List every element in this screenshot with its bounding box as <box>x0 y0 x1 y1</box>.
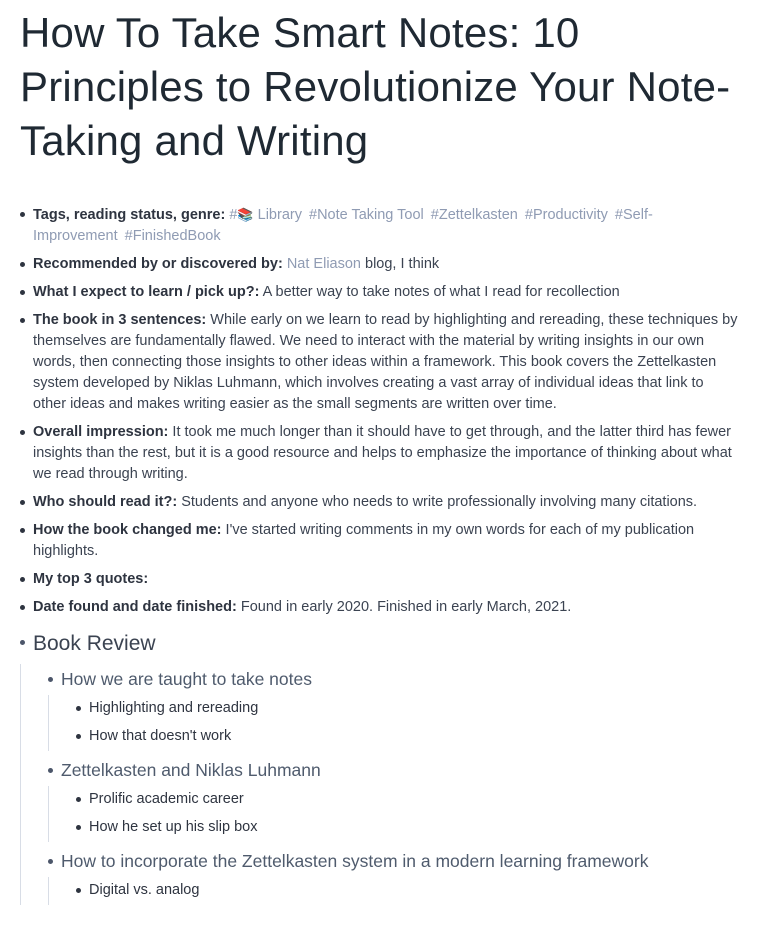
meta-recommended-label: Recommended by or discovered by: <box>33 256 283 272</box>
meta-expect-label: What I expect to learn / pick up?: <box>33 284 260 300</box>
meta-summary <box>20 310 740 415</box>
tag-library-label: Library <box>257 207 302 223</box>
nat-eliason-link[interactable]: Nat Eliason <box>286 256 361 272</box>
tag-self-improvement[interactable]: #Self-Improvement <box>33 207 653 244</box>
tag-library[interactable] <box>229 207 302 223</box>
meta-expect-text: A better way to take notes of what I read for recollection <box>262 284 620 300</box>
meta-recommended <box>20 254 740 275</box>
meta-who-label: Who should read it?: <box>33 494 178 510</box>
tag-hash: # <box>229 207 238 223</box>
meta-changed <box>20 520 740 562</box>
section-block[interactable] <box>48 846 740 877</box>
section-block[interactable] <box>48 664 740 695</box>
list-item[interactable]: Highlighting and rereading <box>76 695 740 723</box>
section-children <box>48 695 740 751</box>
section-block[interactable] <box>48 755 740 786</box>
meta-impression <box>20 422 740 485</box>
section-children <box>48 786 740 842</box>
book-review-block[interactable] <box>20 628 740 660</box>
meta-who <box>20 492 740 513</box>
page-title: How To Take Smart Notes: 10 Principles to Revolutionize Your Note-Taking and Writing <box>20 9 731 164</box>
book-review-outline <box>20 628 740 905</box>
tag-note-taking-tool[interactable]: #Note Taking Tool <box>309 207 424 223</box>
section-heading: Zettelkasten and Niklas Luhmann <box>61 760 321 780</box>
meta-who-text: Students and anyone who needs to write professionally involving many citations. <box>181 494 698 510</box>
book-review-children <box>20 664 740 905</box>
list-item[interactable]: Prolific academic career <box>76 786 740 814</box>
meta-changed-label: How the book changed me: <box>33 522 222 538</box>
meta-impression-text: It took me much longer than it should have to get through, and the latter third has fewer insights than the rest, but it is a good resource and helps to emphasize the importance of thinking about what we read through writing. <box>33 424 732 482</box>
meta-quotes-label: My top 3 quotes: <box>33 571 149 587</box>
section-heading: How we are taught to take notes <box>61 669 312 689</box>
tag-zettelkasten[interactable]: #Zettelkasten <box>430 207 518 223</box>
note-page <box>20 6 740 905</box>
list-item[interactable]: How that doesn't work <box>76 723 740 751</box>
meta-summary-label: The book in 3 sentences: <box>33 312 207 328</box>
tag-finished-book[interactable]: #FinishedBook <box>124 228 221 244</box>
section-heading: How to incorporate the Zettelkasten system in a modern learning framework <box>61 851 649 871</box>
tag-productivity[interactable]: #Productivity <box>524 207 608 223</box>
books-emoji-icon: 📚 <box>237 207 254 222</box>
meta-dates-text: Found in early 2020. Finished in early March, 2021. <box>240 599 572 615</box>
meta-quotes <box>20 569 740 590</box>
meta-impression-label: Overall impression: <box>33 424 169 440</box>
meta-tags-label: Tags, reading status, genre: <box>33 207 226 223</box>
book-metadata-list <box>20 204 740 618</box>
meta-dates-label: Date found and date finished: <box>33 599 237 615</box>
meta-recommended-text: blog, I think <box>365 256 440 272</box>
section-children <box>48 877 740 905</box>
meta-tags <box>20 204 740 247</box>
book-review-heading: Book Review <box>33 632 156 655</box>
meta-expect <box>20 282 740 303</box>
list-item[interactable]: How he set up his slip box <box>76 814 740 842</box>
meta-summary-text: While early on we learn to read by highlighting and rereading, these techniques by themselves are fundamentally flawed. We need to interact with the material by writing insights in our own words, then connecting those insights to other ideas within a framework. This book covers the Zettelkasten system developed by Niklas Luhmann, which involves creating a vast array of individual ideas that link to other ideas and makes writing easier as the small segments are written over time. <box>33 312 738 412</box>
meta-dates <box>20 597 740 618</box>
list-item[interactable]: Digital vs. analog <box>76 877 740 905</box>
meta-changed-text: I've started writing comments in my own words for each of my publication highlights. <box>33 522 695 559</box>
